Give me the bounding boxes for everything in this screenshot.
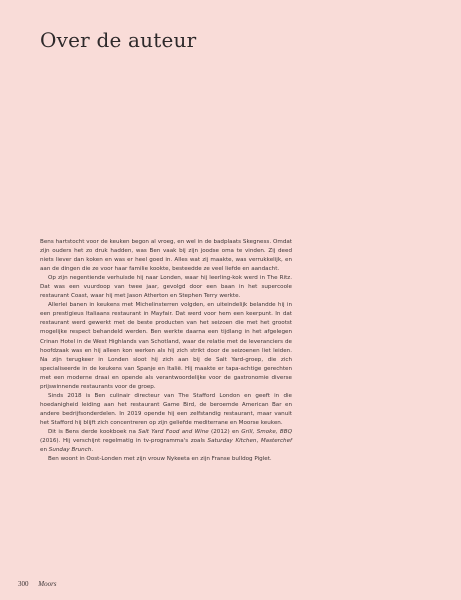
italic-title: Saturday Kitchen [207, 438, 257, 445]
page-title: Over de auteur [40, 28, 197, 52]
paragraph-text: (2016). Hij verschijnt regelmatig in tv-programma's zoals [40, 438, 208, 445]
body-paragraph [40, 455, 292, 464]
body-paragraph [40, 392, 292, 428]
paragraph-text: , [256, 438, 261, 445]
paragraph-text: en [40, 447, 49, 454]
paragraph-text: . [91, 447, 94, 454]
page-number: 300 [18, 580, 29, 588]
body-paragraph [40, 428, 292, 455]
paragraph-text: Allerlei banen in keukens met Michelinsterren volgden, en uiteindelijk belandde hij in een prestigieus Italiaans restaurant in Mayfair. Dat werd voor hem een keerpunt. In dat restaurant werd gewerkt met de beste producten van het seizoen die met het grootst mogelijke respect behandeld werden. Ben werkte daarna een tijdlang in het afgelegen Crinan Hotel in de West Highlands van Schotland, waar de relatie met de leveranciers de hoofdzaak was en hij alleen kon werken als hij zich strikt door de seizoenen liet leiden. Na zijn terugkeer in Londen sloot hij zich aan bij de Salt Yard-groep, die zich specialiseerde in de keukens van Spanje en Italië. Hij maakte er tapa-achtige gerechten met een moderne draai en opende als verantwoordelijke voor de gastronomie diverse prijswinnende restaurants voor de groep. [40, 302, 292, 390]
paragraph-text: Sinds 2018 is Ben culinair directeur van The Stafford London en geeft in die hoedanigheid leiding aan het restaurant Game Bird, de beroemde American Bar en andere bedrijfsonderdelen. In 2019 opende hij een zelfstandig restaurant, maar vanuit het Stafford hij blijft zich concentreren op zijn geliefde mediterrane en Moorse keuken. [40, 392, 292, 426]
paragraph-text: Op zijn negentiende verhuisde hij naar Londen, waar hij leerling-kok werd in The Ritz. Dat was een vuurdoop van twee jaar, gevolgd door een baan in het supercoole restaurant Coast, waar hij met Jason Atherton en Stephen Terry werkte. [40, 275, 292, 300]
body-paragraph [40, 274, 292, 301]
italic-title: Grill, Smoke, BBQ [241, 428, 293, 435]
paragraph-text: Ben woont in Oost-Londen met zijn vrouw Nykeeta en zijn Franse bulldog Piglet. [48, 456, 272, 463]
paragraph-text: Dit is Bens derde kookboek na [48, 428, 139, 435]
italic-title: Salt Yard Food and Wine [138, 428, 209, 435]
body-paragraph [40, 238, 292, 274]
running-book-title: Moors [38, 580, 57, 588]
paragraph-text: Bens hartstocht voor de keuken begon al vroeg, en wel in de badplaats Skegness. Omdat zijn ouders het zo druk hadden, was Ben vaak bij zijn joodse oma te vinden. Zij deed niets liever dan koken en was er heel goed in. Alles wat zij maakte, was verrukkelijk, en aan de dingen die ze voor haar familie kookte, besteedde ze veel liefde en aandacht. [40, 239, 292, 273]
italic-title: Sunday Brunch [48, 447, 92, 454]
italic-title: Masterchef [260, 438, 292, 445]
page-footer [18, 580, 57, 588]
paragraph-text: (2012) en [208, 428, 242, 435]
author-biography [40, 238, 292, 464]
body-paragraph [40, 301, 292, 391]
